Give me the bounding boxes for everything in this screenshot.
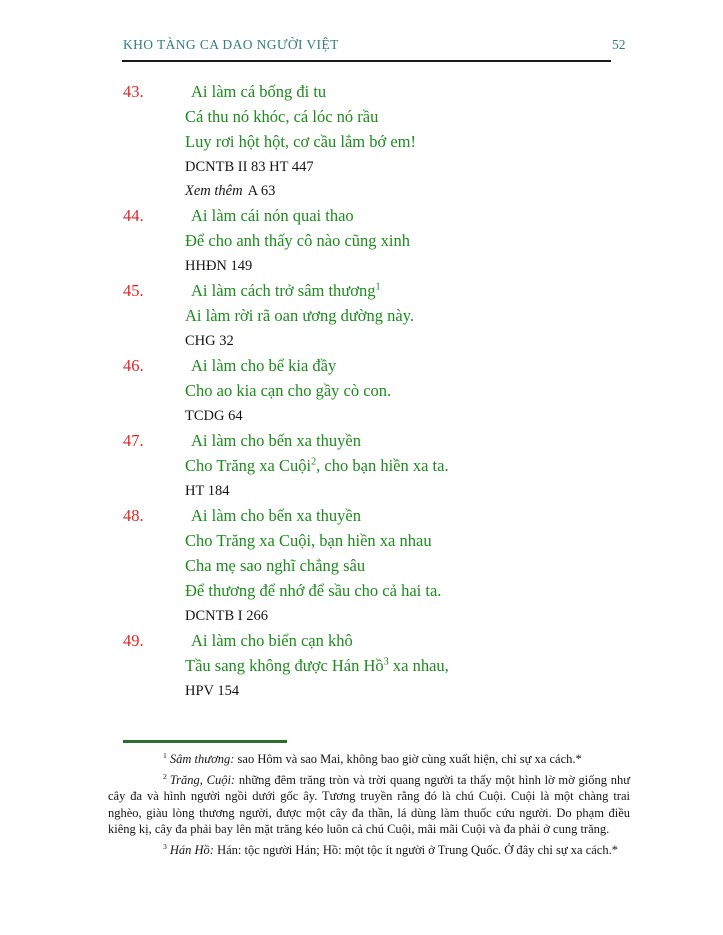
footnote-marker: 1 [163,750,167,760]
entry-body [185,353,660,427]
verse-line [185,228,660,253]
entry-body [185,278,660,352]
verse-line [185,428,660,453]
verse-line [185,203,660,228]
source-reference: HT 184 [185,483,230,499]
verse-text: Cho ao kia cạn cho gầy cò con. [185,381,392,400]
see-also-reference: A 63 [247,183,276,199]
entry [123,278,660,352]
verse-text: Tầu sang không được Hán Hồ [185,656,384,675]
verse-line [185,628,660,653]
footnote-separator [123,740,287,743]
footnotes [108,751,630,862]
entry-body [185,628,660,702]
footnote-term: Sâm thương: [169,752,235,766]
entry [123,628,660,702]
entry-body [185,503,660,627]
see-also [185,180,660,202]
source-reference: TCDG 64 [185,408,243,424]
source-reference: HPV 154 [185,683,240,699]
entry-body [185,203,660,277]
verse-text: Ai làm cách trở sâm thương [191,281,376,300]
verse-line [185,303,660,328]
verse-line [185,278,660,303]
footnote-marker: 2 [163,771,167,781]
verse-text: Để thương để nhớ để sầu cho cả hai ta. [185,581,442,600]
footnote [108,842,630,859]
verse-line [185,653,660,678]
verse-line [185,104,660,129]
source-reference: DCNTB II 83 HT 447 [185,159,314,175]
footnote [108,772,630,838]
source-reference: DCNTB I 266 [185,608,268,624]
entry-number: 45. [123,281,144,300]
page-header-title: KHO TÀNG CA DAO NGƯỜI VIỆT [123,37,339,52]
verse-line [185,378,660,403]
verse-line [185,129,660,154]
source-reference: CHG 32 [185,333,234,349]
source-reference: HHĐN 149 [185,258,253,274]
verse-text: Ai làm rời rã oan ương dường này. [185,306,415,325]
footnote-term: Trăng, Cuội: [169,772,236,787]
verse-text: Ai làm cá bống đi tu [191,82,327,101]
verse-text: Ai làm cho bể kia đầy [191,356,337,375]
verse-text: Cho Trăng xa Cuội, bạn hiền xa nhau [185,531,432,550]
footnote-marker: 3 [163,841,167,851]
verse-line [185,353,660,378]
footnote-text: Hán: tộc người Hán; Hồ: một tộc ít người ở Trung Quốc. Ở đây chỉ sự xa cách.* [213,842,618,857]
entry [123,203,660,277]
verse-text: xa nhau, [388,656,449,675]
footnote-ref-marker: 2 [311,456,317,468]
entry-number: 44. [123,206,144,225]
footnote-text: những đêm trăng tròn và trời quang người ta thấy một hình lờ mờ giống như cây đa và hình người ngồi dưới gốc ây. Tương truyền rằng đó là chú Cuội. Cuội là một chàng trai nghèo, giàu lòng thương người, được một cây đa thần, lá dùng làm thuốc cứu người. Do phạm điều kiêng kị, cây đa phải bay lên mặt trăng kéo luôn cả chú Cuội, mãi mãi Cuội và đa phải ở cung trăng. [108,772,630,836]
verse-line [185,553,660,578]
verse-text: Ai làm cho bến xa thuyền [191,431,361,450]
verse-line [185,79,660,104]
entry [123,503,660,627]
entry [123,428,660,502]
verse-line [185,528,660,553]
entry-number: 48. [123,506,144,525]
entries [123,79,660,703]
footnote-text: sao Hôm và sao Mai, không bao giờ cùng xuất hiện, chỉ sự xa cách.* [234,752,582,766]
verse-text: Luy rơi hột hột, cơ cầu lắm bớ em! [185,132,416,151]
verse-text: , cho bạn hiền xa ta. [316,456,449,475]
footnote-ref-marker: 1 [375,281,381,293]
footnote-term: Hán Hồ: [169,842,214,857]
verse-line [185,578,660,603]
entry-number: 49. [123,631,144,650]
entry [123,79,660,202]
verse-text: Để cho anh thấy cô nào cũng xinh [185,231,410,250]
entry-number: 43. [123,82,144,101]
verse-text: Cho Trăng xa Cuội [185,456,312,475]
entry-body [185,79,660,202]
see-also-label: Xem thêm [185,183,243,199]
verse-text: Ai làm cho biển cạn khô [191,631,353,650]
entry-number: 47. [123,431,144,450]
verse-text: Ai làm cho bến xa thuyền [191,506,361,525]
verse-line [185,453,660,478]
verse-text: Cha mẹ sao nghĩ chẳng sâu [185,556,366,575]
page-number: 52 [612,37,626,52]
verse-text: Cá thu nó khóc, cá lóc nó rầu [185,107,379,126]
footnote-ref-marker: 3 [383,656,389,668]
entry [123,353,660,427]
verse-line [185,503,660,528]
entry-body [185,428,660,502]
header-rule [122,60,611,62]
footnote [108,751,630,768]
verse-text: Ai làm cái nón quai thao [191,206,354,225]
entry-number: 46. [123,356,144,375]
